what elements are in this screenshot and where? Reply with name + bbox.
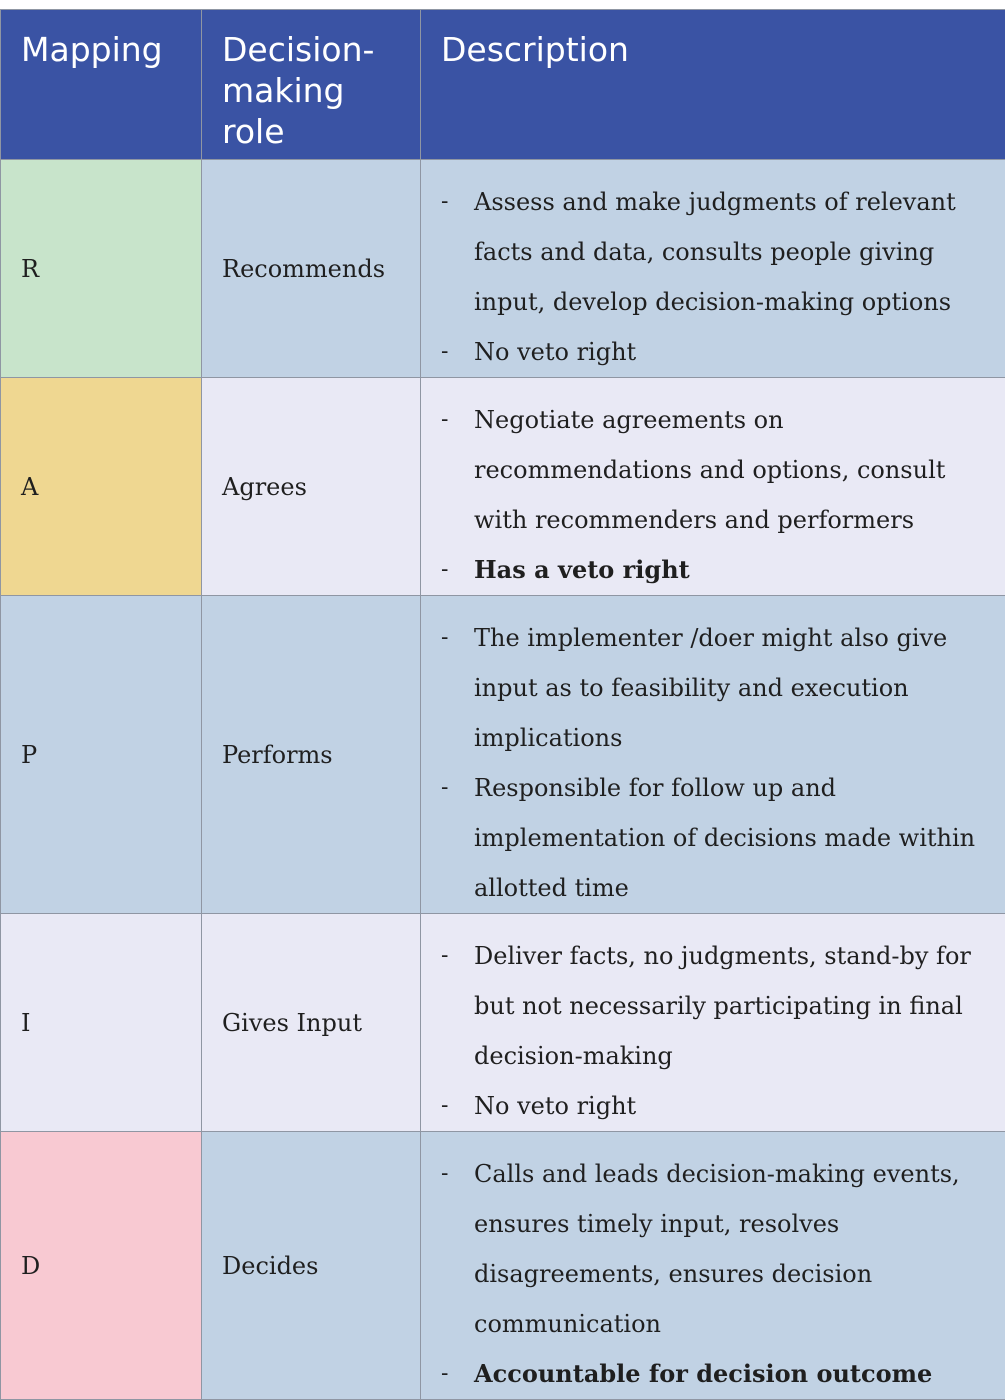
description-item: - Has a veto right [441,545,995,595]
description-cell-p [421,596,1005,914]
mapping-cell-a: A [1,378,202,596]
description-cell-d [421,1132,1005,1400]
description-item: - Negotiate agreements on recommendations and options, consult with recommenders and performers [441,395,995,545]
mapping-cell-d: D [1,1132,202,1400]
header-mapping: Mapping [1,10,202,160]
description-item: - The implementer /doer might also give input as to feasibility and execution implications [441,613,995,763]
role-cell-r: Recommends [202,160,421,378]
description-item: - Responsible for follow up and implementation of decisions made within allotted time [441,763,995,913]
description-item: - Accountable for decision outcome [441,1349,995,1399]
dash-bullet: - [441,177,474,227]
description-item: - Calls and leads decision-making events, ensures timely input, resolves disagreements, ensures decision communication [441,1149,995,1349]
description-item: - Assess and make judgments of relevant facts and data, consults people giving input, develop decision-making options [441,177,995,327]
dash-bullet: - [441,1149,474,1199]
dash-bullet: - [441,327,474,377]
role-cell-i: Gives Input [202,914,421,1132]
mapping-cell-i: I [1,914,202,1132]
header-description: Description [421,10,1005,160]
role-cell-d: Decides [202,1132,421,1400]
mapping-cell-p: P [1,596,202,914]
dash-bullet: - [441,1349,474,1399]
table-row-d [1,1132,1005,1400]
mapping-cell-r: R [1,160,202,378]
description-cell-i [421,914,1005,1132]
dash-bullet: - [441,931,474,981]
rapid-table [0,9,1005,1400]
header-role: Decision-making role [202,10,421,160]
table-row-p [1,596,1005,914]
dash-bullet: - [441,613,474,663]
dash-bullet: - [441,1081,474,1131]
description-item: - Deliver facts, no judgments, stand-by for but not necessarily participating in final decision-making [441,931,995,1081]
role-cell-p: Performs [202,596,421,914]
table-row-a [1,378,1005,596]
table-row-r [1,160,1005,378]
table-row-i [1,914,1005,1132]
role-cell-a: Agrees [202,378,421,596]
description-cell-r [421,160,1005,378]
description-cell-a [421,378,1005,596]
dash-bullet: - [441,545,474,595]
header-row [1,10,1005,160]
dash-bullet: - [441,763,474,813]
description-item: - No veto right [441,327,995,377]
description-item: - No veto right [441,1081,995,1131]
dash-bullet: - [441,395,474,445]
